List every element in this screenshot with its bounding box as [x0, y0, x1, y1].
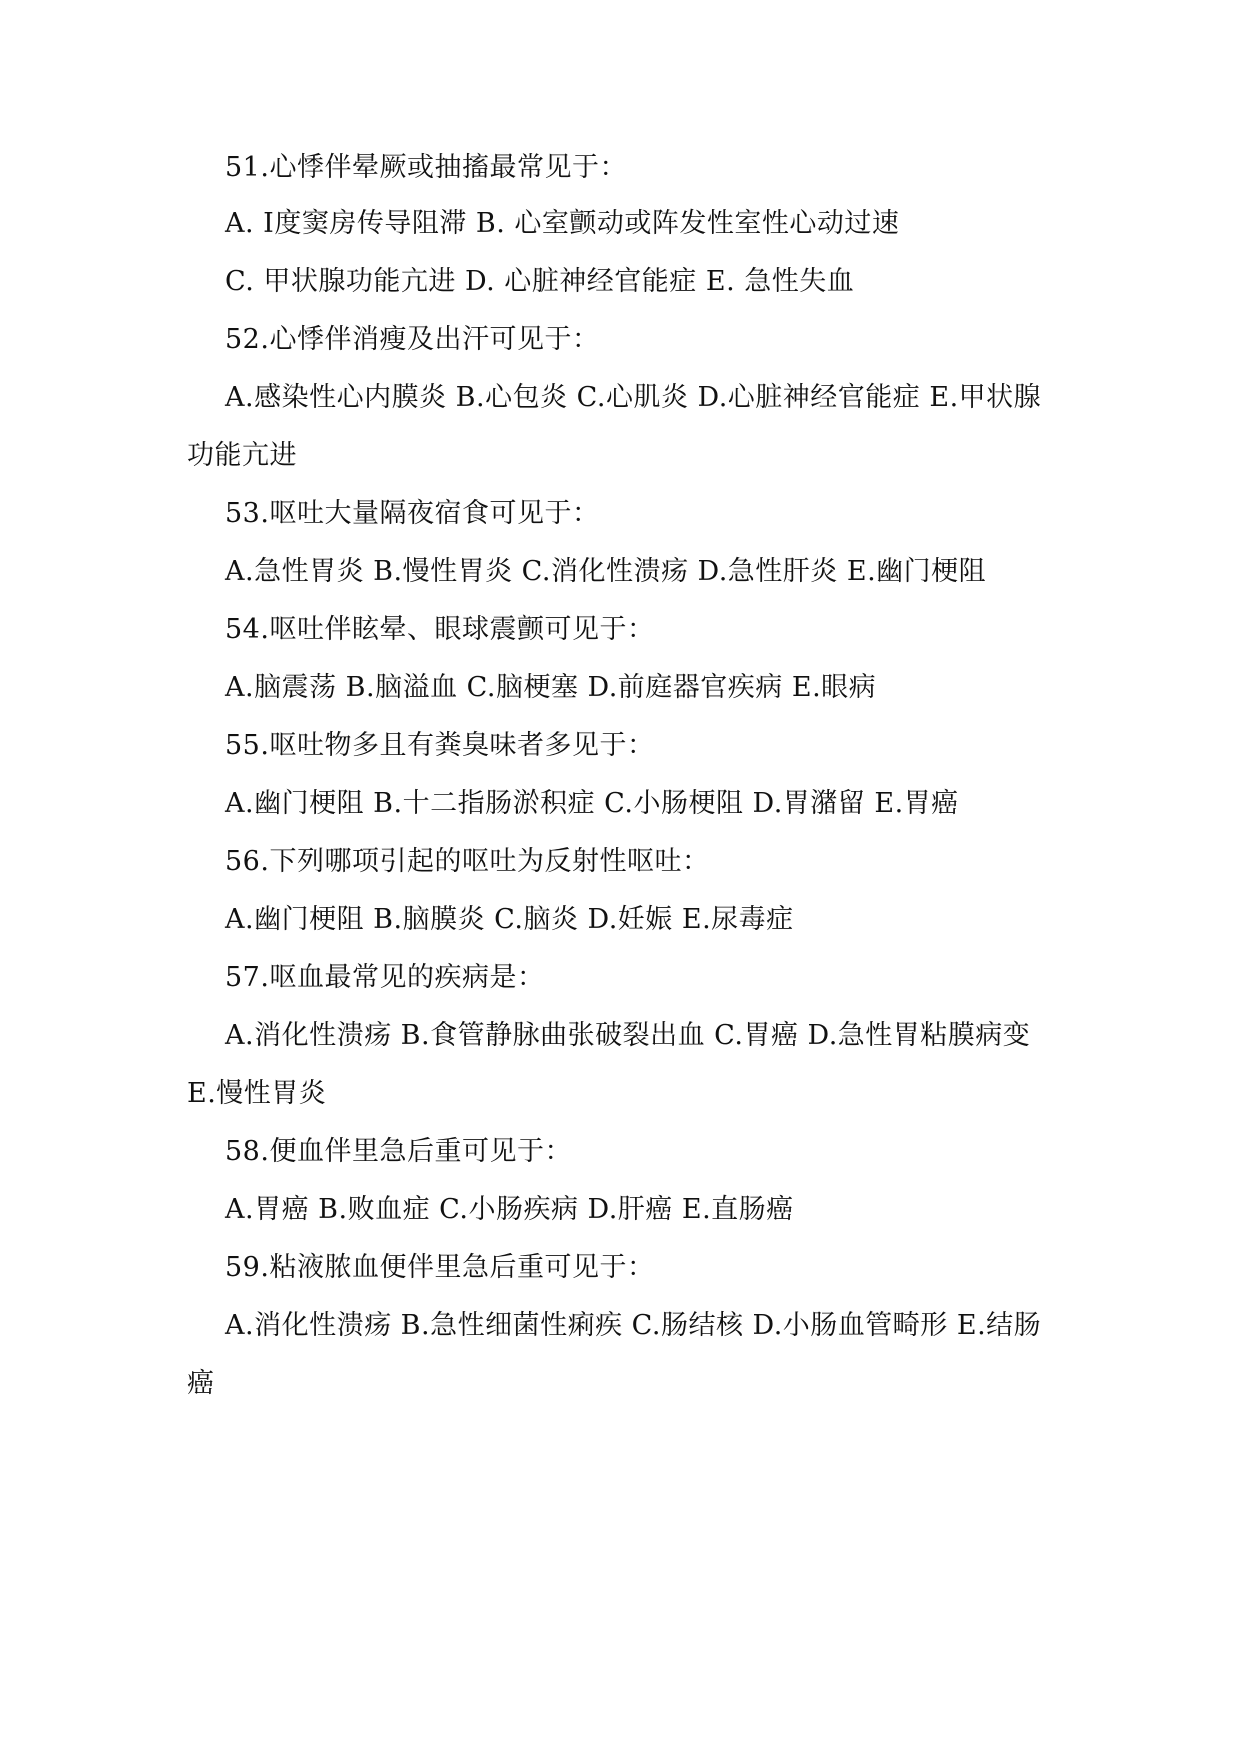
question-stem: 51.心悸伴晕厥或抽搐最常见于：: [225, 152, 627, 183]
question-stem: 54.呕吐伴眩晕、眼球震颤可见于：: [225, 614, 655, 645]
question-stem: 56.下列哪项引起的呕吐为反射性呕吐：: [225, 846, 710, 877]
question-options: A.幽门梗阻 B.十二指肠淤积症 C.小肠梗阻 D.胃潴留 E.胃癌: [225, 788, 959, 819]
question-stem: 53.呕吐大量隔夜宿食可见于：: [225, 498, 600, 529]
question-options: A.胃癌 B.败血症 C.小肠疾病 D.肝癌 E.直肠癌: [225, 1194, 794, 1225]
question-stem: 57.呕血最常见的疾病是：: [225, 962, 545, 993]
question-options: A.消化性溃疡 B.急性细菌性痢疾 C.肠结核 D.小肠血管畸形 E.结肠: [225, 1310, 1042, 1341]
question-options: C. 甲状腺功能亢进 D. 心脏神经官能症 E. 急性失血: [225, 266, 855, 297]
question-options-continued: 癌: [187, 1368, 215, 1399]
question-stem: 58.便血伴里急后重可见于：: [225, 1136, 572, 1167]
question-options-continued: 功能亢进: [187, 440, 297, 471]
question-options: A. Ⅰ度窦房传导阻滞 B. 心室颤动或阵发性室性心动过速: [225, 208, 900, 239]
question-options-continued: E.慢性胃炎: [187, 1078, 327, 1109]
question-options: A.消化性溃疡 B.食管静脉曲张破裂出血 C.胃癌 D.急性胃粘膜病变: [225, 1020, 1031, 1051]
question-options: A.急性胃炎 B.慢性胃炎 C.消化性溃疡 D.急性肝炎 E.幽门梗阻: [225, 556, 987, 587]
question-stem: 59.粘液脓血便伴里急后重可见于：: [225, 1252, 655, 1283]
question-stem: 55.呕吐物多且有粪臭味者多见于：: [225, 730, 655, 761]
question-options: A.脑震荡 B.脑溢血 C.脑梗塞 D.前庭器官疾病 E.眼病: [225, 672, 877, 703]
question-stem: 52.心悸伴消瘦及出汗可见于：: [225, 324, 600, 355]
question-options: A.感染性心内膜炎 B.心包炎 C.心肌炎 D.心脏神经官能症 E.甲状腺: [225, 382, 1042, 413]
question-options: A.幽门梗阻 B.脑膜炎 C.脑炎 D.妊娠 E.尿毒症: [225, 904, 794, 935]
